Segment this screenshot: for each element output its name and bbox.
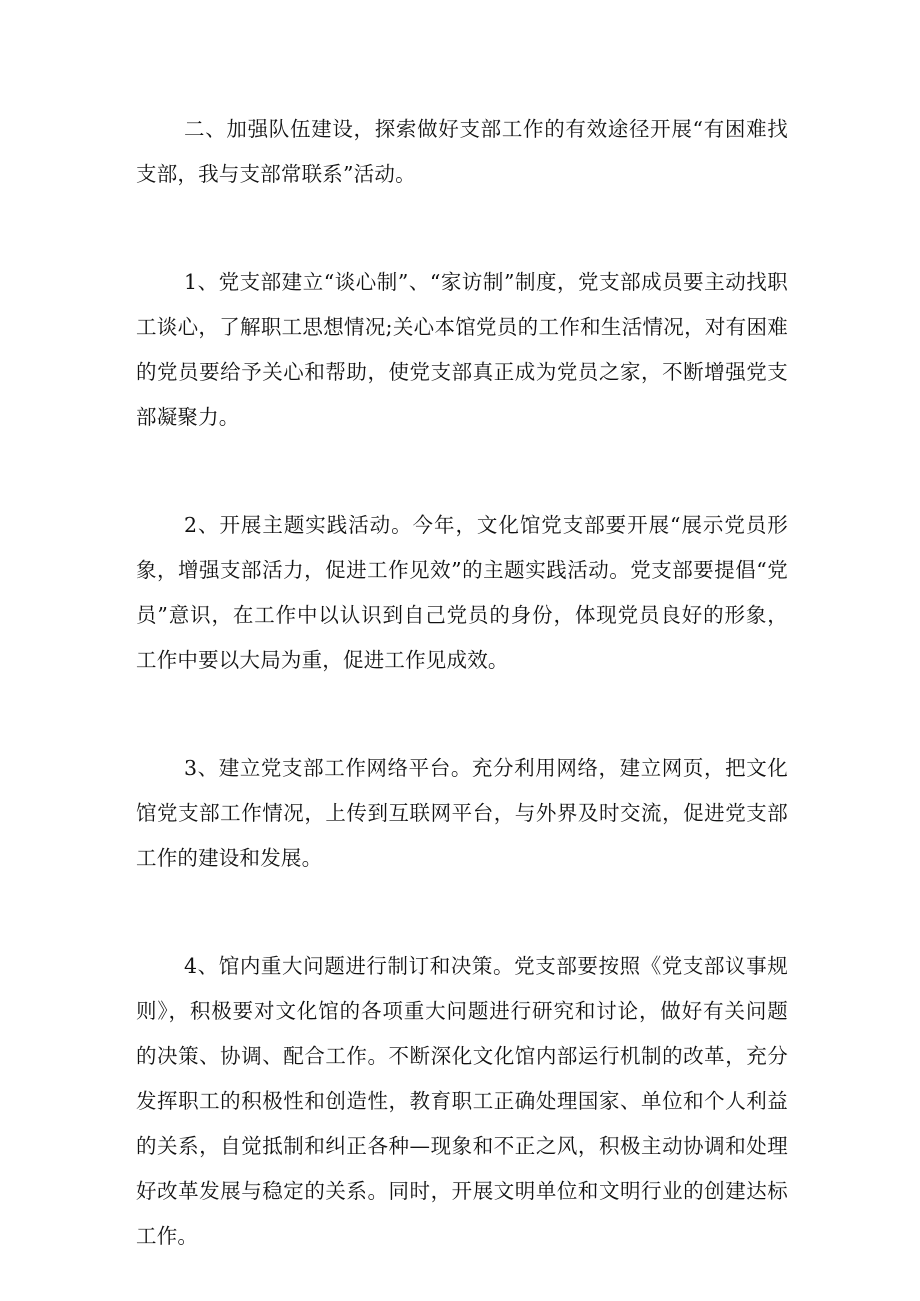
section-heading-paragraph: 二、加强队伍建设，探索做好支部工作的有效途径开展“有困难找支部，我与支部常联系”活动。: [136, 117, 788, 186]
paragraph-item-2: 2、开展主题实践活动。今年，文化馆党支部要开展“展示党员形象，增强支部活力，促进工作见效”的主题实践活动。党支部要提倡“党员”意识，在工作中以认识到自己党员的身份，体现党员良好的形象，工作中要以大局为重，促进工作见成效。: [136, 513, 788, 672]
paragraph-item-4: 4、馆内重大问题进行制订和决策。党支部要按照《党支部议事规则》，积极要对文化馆的各项重大问题进行研究和讨论，做好有关问题的决策、协调、配合工作。不断深化文化馆内部运行机制的改革，充分发挥职工的积极性和创造性，教育职工正确处理国家、单位和个人利益的关系，自觉抵制和纠正各种—现象和不正之风，积极主动协调和处理好改革发展与稳定的关系。同时，开展文明单位和文明行业的创建达标工作。: [136, 954, 788, 1248]
document-body: [136, 107, 788, 1259]
paragraph-item-3: 3、建立党支部工作网络平台。充分利用网络，建立网页，把文化馆党支部工作情况，上传到互联网平台，与外界及时交流，促进党支部工作的建设和发展。: [136, 756, 788, 870]
paragraph-item-1: 1、党支部建立“谈心制”、“家访制”制度，党支部成员要主动找职工谈心，了解职工思想情况;关心本馆党员的工作和生活情况，对有困难的党员要给予关心和帮助，使党支部真正成为党员之家，不断增强党支部凝聚力。: [136, 270, 788, 429]
